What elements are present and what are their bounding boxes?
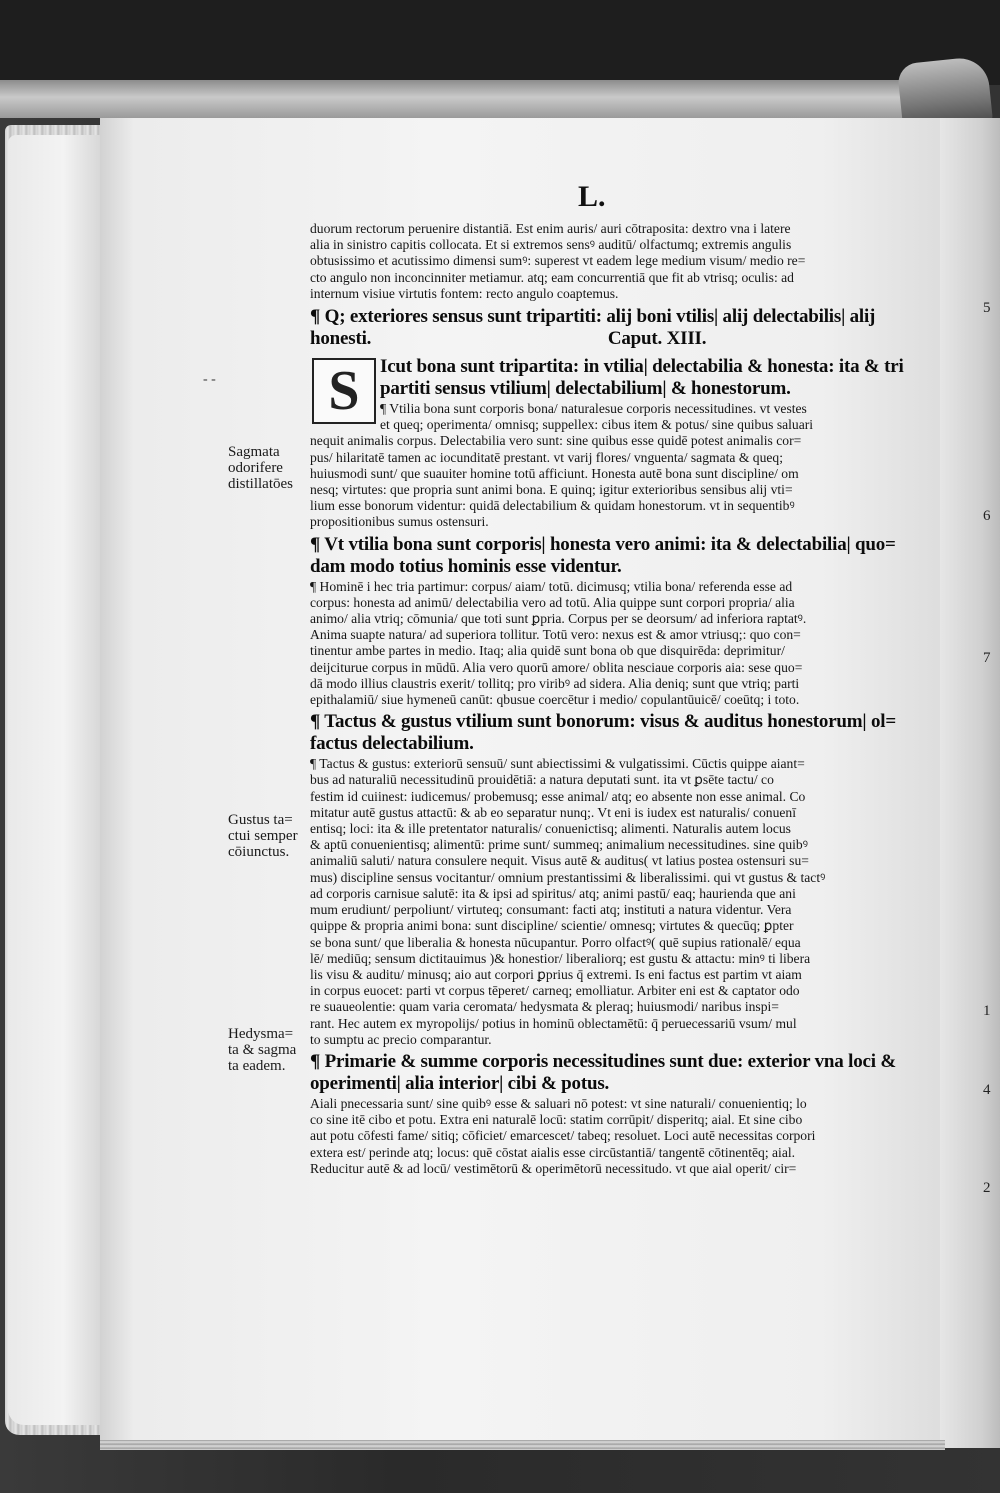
text-line: bus ad naturaliū necessitudinū prouidētiā: a natura deputati sunt. ita vt ꝑsēte tactu/ co	[310, 772, 774, 788]
text-line: pus/ hilaritatē tamen ac iocunditatē prestant. vt varij flores/ vnguenta/ sagmata & queq;	[310, 449, 783, 465]
heading-line: Icut bona sunt tripartita: in vtilia| delectabilia & honesta: ita & tri	[380, 356, 904, 378]
margin-note-line: distillatōes	[228, 476, 293, 492]
heading-line: ¶ Q; exteriores sensus sunt tripartiti: alij boni vtilis| alij delectabilis| alij	[310, 306, 876, 328]
margin-note	[228, 812, 308, 860]
text-line: mitatur autē gustus attactū: & ab eo separatur nunq;. Vt eni is iudex est naturalis/ conuenī	[310, 804, 796, 820]
heading-line: ¶ Vt vtilia bona sunt corporis| honesta vero animi: ita & delectabilia| quo=	[310, 533, 896, 555]
margin-note-line: Hedysma=	[228, 1026, 294, 1042]
text-line: corpus: honesta ad animū/ delectabilia vero ad totū. Alia quippe sunt corpori propria/ alia	[310, 594, 795, 610]
text-line: Reducitur autē & ad locū/ vestimētorū & operimētorū necessitudo. vt que aial operit/ cir=	[310, 1160, 797, 1176]
text-line: deijciturue corpus in mūdū. Alia vero quorū amore/ oblita nesciaue corporis aia: sese quo=	[310, 659, 803, 675]
book-top-edge	[0, 80, 940, 118]
text-line: ¶ Vtilia bona sunt corporis bona/ naturalesue corporis necessitudines. vt vestes	[380, 401, 807, 417]
text-line: obtusissimo et acutissimo dimensi sumꝰ: superest vt eadem lege medium visum/ medio re=	[310, 253, 806, 269]
margin-number: 6	[983, 508, 991, 524]
heading-line: factus delectabilium.	[310, 733, 474, 755]
margin-number: 7	[983, 650, 991, 666]
margin-dash: - -	[203, 372, 216, 387]
text-line: et queq; operimenta/ omnisq; suppellex: cibus item & potus/ sine quibus saluari	[380, 417, 814, 433]
margin-note-line: ctui semper	[228, 828, 298, 844]
margin-note-line: ta eadem.	[228, 1058, 286, 1074]
text-line: festim id cuiinest: iudicemus/ probemusq; esse animal/ atq; eo absente non esse animal. Co	[310, 788, 806, 804]
margin-note-line: Gustus ta=	[228, 812, 293, 828]
text-line: ad corporis carnisue salutē: ita & ipsi ad spiritus/ atq; animi pastū/ eaq; haurienda que ani	[310, 885, 796, 901]
main-text	[310, 220, 935, 1177]
text-line: entisq; loci: ita & ille pretentator naturalis/ conuenictisq; alimenti. Naturalis autem locus	[310, 821, 791, 837]
text-line: tinentur ambe partes in medio. Itaq; alia quidē sunt bona ob que disquirēda: deprimitur/	[310, 643, 785, 659]
margin-note-line: ta & sagma	[228, 1042, 297, 1058]
text-line: epithalamiū/ siue hymeneū canūt: qbusue coercētur i medio/ copulantūuicē/ coeūtq; i toto.	[310, 692, 800, 708]
text-line: animaliū saluti/ natura consulere nequit. Visus autē & auditus( vt latius postea ostensuri su=	[310, 853, 809, 869]
chapter-heading	[310, 711, 935, 755]
text-line: & aptū conuenientisq; alimentū: prime sunt/ summeq; animalium necessitudines. sine quibꝰ	[310, 837, 808, 853]
chapter-heading	[310, 306, 935, 350]
text-line: cto angulo non inconcinniter metiamur. atq; eam concurrentiā que fit ab vtrisq; oculis: ad	[310, 269, 794, 285]
text-line: lē/ mediūq; sensum dictitauimus )& honestior/ liberaliorq; est gustu & attactu: minꝰ ti libera	[310, 950, 811, 966]
margin-number: 5	[983, 300, 991, 316]
text-line: to sumptu ac precio comparantur.	[310, 1031, 492, 1047]
right-page-edge	[940, 118, 1000, 1448]
heading-line: honesti. Caput. XIII.	[310, 328, 707, 350]
text-line: nequit animalis corpus. Delectabilia vero sunt: sine quibus esse quidē potest animalis cor=	[310, 433, 802, 449]
text-line: in corpus euocet: parti vt corpus tēperet/ carneq; emolliatur. Arbiter eni est & captator odo	[310, 983, 800, 999]
text-line: dā modo illius claustris exerit/ tollitq; pro viribꝰ ad sidera. Alia deniq; sunt que vtriq; parti	[310, 675, 800, 691]
text-line: huiusmodi sunt/ que suauiter homine totū afficiunt. Honesta autē bona sunt discipline/ om	[310, 465, 799, 481]
paragraph	[310, 579, 935, 709]
left-flyleaf	[8, 135, 100, 1425]
heading-line: partiti sensus vtilium| delectabilium| & honestorum.	[380, 378, 791, 400]
text-line: nesq; virtutes: que propria sunt animi bona. E quinq; igitur exterioribus sensibus alij vti=	[310, 482, 793, 498]
text-line: ¶ Hominē i hec tria partimur: corpus/ aiam/ totū. dicimusq; vtilia bona/ referenda esse ad	[310, 578, 793, 594]
margin-note-line: cōiunctus.	[228, 844, 290, 860]
text-line: propositionibus sumus ostensuri.	[310, 514, 489, 530]
paragraph	[310, 401, 935, 531]
text-line: internum visiue virtutis fontem: recto angulo coaptemus.	[310, 285, 619, 301]
decorated-initial	[312, 358, 376, 424]
paragraph	[310, 756, 935, 1048]
text-line: ¶ Tactus & gustus: exteriorū sensuū/ sunt abiectissimi & vulgatissimi. Cūctis quippe aiant=	[310, 756, 805, 772]
opening-heading	[310, 356, 935, 400]
text-line: Aiali pnecessaria sunt/ sine quibꝰ esse & saluari nō potest: vt sine naturali/ conuenientiq; lo	[310, 1095, 807, 1111]
initial-letter: S	[328, 360, 360, 423]
text-line: lium esse bonorum videntur: quidā delectabilium & quidam honestorum. vt in sequentibꝰ	[310, 498, 795, 514]
margin-note	[228, 444, 308, 492]
text-line: aut potu cōfesti fame/ sitiq; cōficiet/ emarcescet/ tabeq; resoluet. Loci autē necessitas corpori	[310, 1128, 816, 1144]
paragraph	[310, 221, 935, 302]
paragraph	[310, 1096, 935, 1177]
text-line: re suaueolentie: quam varia ceromata/ hedysmata & pleraq; huiusmodi/ naribus inspi=	[310, 999, 779, 1015]
margin-note-line: Sagmata	[228, 444, 280, 460]
margin-note-line: odorifere	[228, 460, 283, 476]
text-line: co sine itē cibo et potu. Extra eni naturalē locū: statim corrūpit/ disperitq; aial. Et sine cibo	[310, 1112, 803, 1128]
text-line: se bona sunt/ que liberalia & honesta nūcupantur. Porro olfactꝰ( quē supius rationalē/ equa	[310, 934, 801, 950]
chapter-heading	[310, 534, 935, 578]
page-bottom-edges	[100, 1440, 945, 1450]
text-line: Anima suapte natura/ ad superiora tollitur. Totū vero: nexus est & amor vtriusq;: quo con=	[310, 627, 801, 643]
chapter-heading	[310, 1051, 935, 1095]
text-line: animo/ alia vtriq; cōmunia/ que toti sunt ꝑpria. Corpus per se deorsum/ ad inferiora raptatꝰ.	[310, 611, 807, 627]
text-line: alia in sinistro capitis collocata. Et si extremos sensꝰ auditū/ olfactumq; extremis angulis	[310, 237, 792, 253]
text-line: quippe & propria animi bona: sunt discipline/ scientie/ omnesq; virtutes & quecūq; ꝑpter	[310, 918, 794, 934]
text-line: duorum rectorum peruenire distantiā. Est enim auris/ auri cōtraposita: dextro vna i latere	[310, 221, 791, 236]
text-line: rant. Hec autem ex myropolijs/ potius in hominū oblectamētū: q̄ peruecessariū vsum/ mul	[310, 1015, 797, 1031]
margin-number: 1	[983, 1003, 991, 1019]
margin-note	[228, 1026, 308, 1074]
folio-number: L.	[578, 180, 606, 213]
text-line: mus) discipline sensus vocitantur/ omnium prestantissimi & liberalissimi. qui vt gustus & tactꝰ	[310, 869, 826, 885]
text-line: mum erudiunt/ perpoliunt/ virtuteq; consumant: facti atq; instituti a natura videntur. Vera	[310, 902, 792, 918]
margin-number: 2	[983, 1180, 991, 1196]
heading-line: ¶ Tactus & gustus vtilium sunt bonorum: visus & auditus honestorum| ol=	[310, 711, 896, 733]
text-line: lis visu & auditu/ minusq; aio aut corpori ꝑprius q̄ extremi. Is eni factus est partim vt aiam	[310, 966, 802, 982]
text-line: extera est/ perinde atq; locus: quē cōstat aialis esse circūstantiā/ tangentē cōtinentēq; aial.	[310, 1144, 796, 1160]
heading-line: ¶ Primarie & summe corporis necessitudines sunt due: exterior vna loci &	[310, 1050, 897, 1072]
margin-number: 4	[983, 1082, 991, 1098]
heading-line: operimenti| alia interior| cibi & potus.	[310, 1072, 610, 1094]
heading-line: dam modo totius hominis esse videntur.	[310, 555, 622, 577]
